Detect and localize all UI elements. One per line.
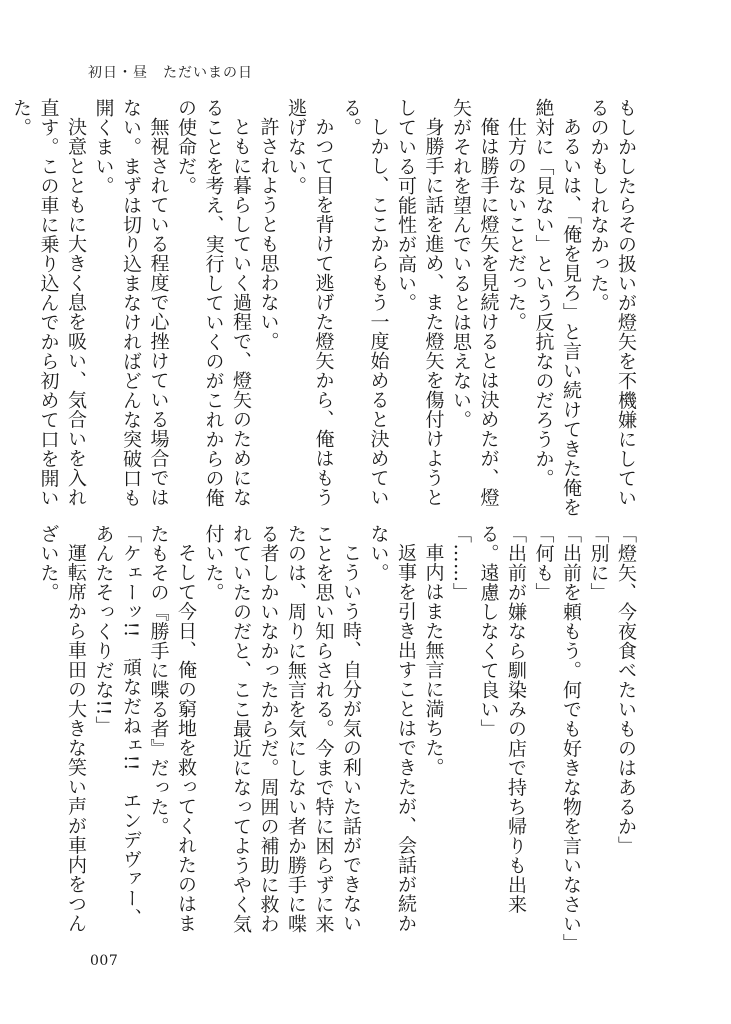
paragraph: ともに暮らしていく過程で、燈矢のためになることを考え、実行していくのがこれからの俺の使命だ。 [175,98,252,508]
text-block-bottom [37,524,639,953]
dialogue-line: 「燈矢、今夜食べたいものはあるか」 [615,524,637,856]
dialogue-line: 「別に」 [587,524,610,602]
paragraph: かつて目を背けて逃げた燈矢から、俺はもう逃げない。 [285,98,335,507]
paragraph: 無視されている程度で心挫けている場合ではない。まずは切り込まなければどんな突破口も開くまい。 [92,98,170,508]
paragraph: 決意とともに大きく息を吸い、気合いを入れ直す。この車に乗り込んでから初めて口を開いた。 [10,98,87,508]
dialogue-line: 「出前を頼もう。何でも好きな物を言いなさい」 [560,524,582,953]
paragraph: しかし、ここからもう一度始めると決めている。 [340,98,390,507]
paragraph: あるいは、「俺を見ろ」と言い続けてきた俺を絶対に「見ない」という反抗なのだろうか。 [532,98,582,517]
running-head: 初日・昼 ただいまの日 [88,65,253,81]
dialogue-line: 「……」 [450,524,472,602]
paragraph: 仕方のないことだった。 [505,117,527,332]
text-block-top [10,98,639,518]
dialogue-line: 「何も」 [532,524,555,602]
paragraph: もしかしたらその扱いが燈矢を不機嫌にしているのかもしれなかった。 [587,98,637,508]
dialogue-line: 「出前が嫌なら馴染みの店で持ち帰りも出来る。遠慮しなくて良い」 [477,524,527,914]
paragraph: 身勝手に話を進め、また燈矢を傷付けようとしている可能性が高い。 [395,98,445,507]
paragraph: 俺は勝手に燈矢を見続けるとは決めたが、燈矢がそれを望んでいるとは思えない。 [450,98,500,507]
paragraph: 車内はまた無言に満ちた。 [422,543,445,777]
page-number: 007 [90,953,119,969]
paragraph: こういう時、自分が気の利いた話ができないことを思い知らされる。今まで特に困らずに来たのは、周りに無言を気にしない者か勝手に喋る者しかいなかったからだ。周囲の補助に救われていたのだと、ここ最近になってようやく気付いた。 [202,524,362,934]
paragraph: 運転席から車田の大きな笑い声が車内をつんざいた。 [37,524,87,933]
dialogue-line: 「ケェーッ!! 頑なだねェ!! エンデヴァー、あんたそっくりだな!!」 [92,524,142,928]
paragraph: 返事を引き出すことはできたが、会話が続かない。 [367,524,417,933]
paragraph: 許されようとも思わない。 [257,117,280,351]
paragraph: そして今日、俺の窮地を救ってくれたのはまたもその『勝手に喋る者』だった。 [147,524,197,933]
